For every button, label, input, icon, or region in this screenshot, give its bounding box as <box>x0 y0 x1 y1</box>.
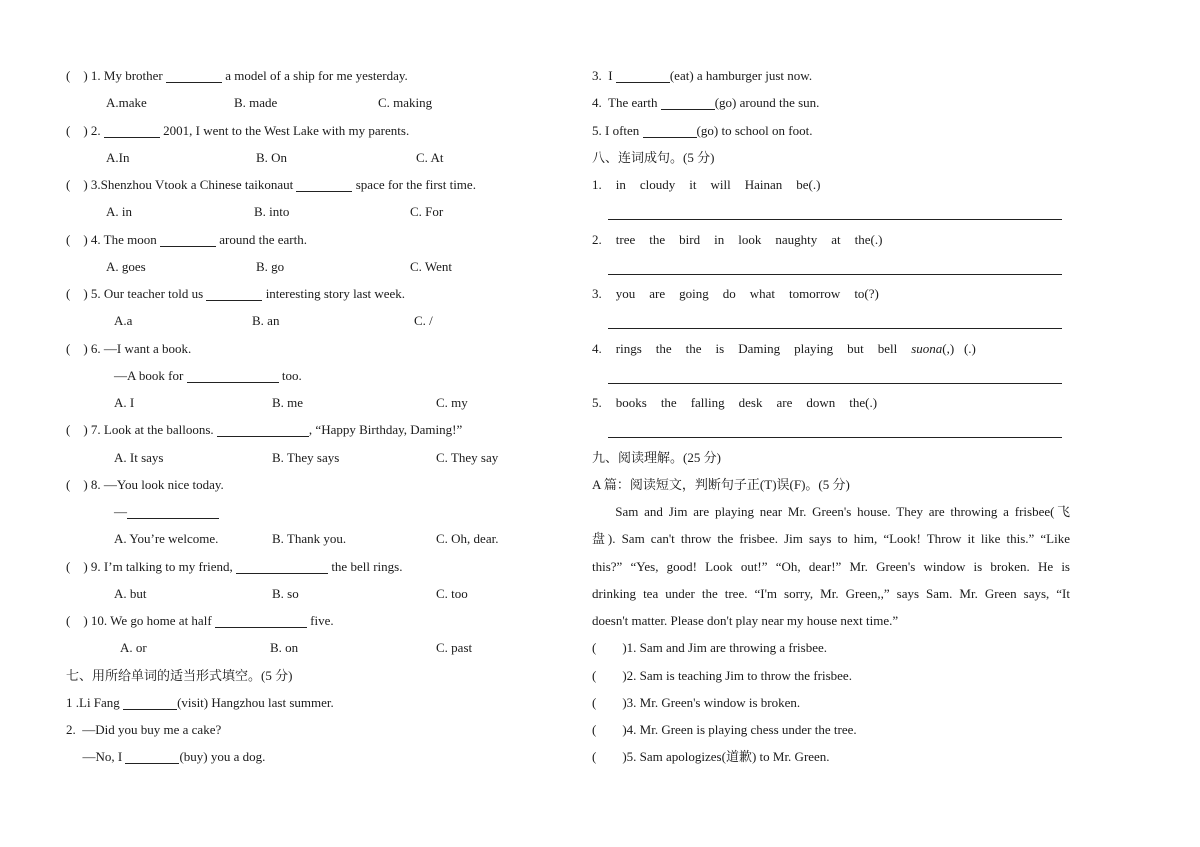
answer-line[interactable] <box>592 416 1070 443</box>
option-a: A.a <box>114 313 133 329</box>
answer-blank[interactable] <box>104 123 160 138</box>
mc-options-5 <box>66 307 536 334</box>
option-b: B. go <box>256 258 285 274</box>
option-b: B. an <box>252 313 280 329</box>
mc-question-8: ( ) 8. —You look nice today. <box>66 476 224 492</box>
tf-statement-1[interactable]: ( )1. Sam and Jim are throwing a frisbee. <box>592 640 828 656</box>
option-b: B. me <box>272 395 304 410</box>
left-column <box>66 62 536 771</box>
mc-question-1: ( ) 1. My brother a model of a ship for me yesterday. <box>66 68 408 83</box>
mc-question-7: ( ) 7. Look at the balloons. , “Happy Birthday, Daming!” <box>66 422 463 438</box>
mc-options-6 <box>66 389 536 416</box>
tf-statement-2[interactable]: ( )2. Sam is teaching Jim to throw the frisbee. <box>592 667 852 683</box>
option-a: A. in <box>106 204 132 220</box>
mc-question-6: ( ) 6. —I want a book. <box>66 340 192 356</box>
section-heading-9: 九、阅读理解。(25 分) <box>592 449 721 465</box>
mc-question-6-reply: —A book for too. <box>114 367 302 383</box>
option-c: C. my <box>436 395 468 410</box>
answer-blank[interactable] <box>215 613 307 628</box>
fill-item-5: 5. I often (go) to school on foot. <box>592 122 813 138</box>
option-a: A.In <box>106 149 130 165</box>
option-b: B. into <box>254 204 290 220</box>
tf-statement-4[interactable]: ( )4. Mr. Green is playing chess under the tree. <box>592 722 857 737</box>
answer-line[interactable] <box>592 307 1070 334</box>
option-a: A. goes <box>106 258 146 274</box>
sub-heading-a: A 篇：阅读短文，判断句子正(T)误(F)。(5 分) <box>592 476 850 492</box>
option-b: B. made <box>234 95 278 111</box>
passage-line: 盘). Sam can't throw the frisbee. Jim says to him, “Look! Throw it like this.” “Like <box>592 531 1070 547</box>
option-a: A. but <box>114 585 147 601</box>
answer-blank[interactable] <box>187 368 279 383</box>
passage-line: this?” “Yes, good! Look out!” “Oh, dear!” Mr. Green's window is broken. He is <box>592 558 1070 574</box>
passage-line: doesn't matter. Please don't play near my house next time.” <box>592 613 899 628</box>
answer-blank[interactable] <box>160 232 216 247</box>
option-c: C. They say <box>436 449 499 465</box>
mc-options-2 <box>66 144 536 171</box>
answer-blank[interactable] <box>661 95 715 110</box>
option-c: C. For <box>410 204 444 220</box>
mc-question-5: ( ) 5. Our teacher told us interesting story last week. <box>66 286 406 301</box>
reorder-item-4: 4. rings the the is Daming playing but bell suona(,) (.) <box>592 340 976 356</box>
mc-options-4 <box>66 253 536 280</box>
option-a: A. It says <box>114 449 164 465</box>
mc-options-1 <box>66 89 536 116</box>
answer-blank[interactable] <box>206 286 262 301</box>
fill-item-2: 2. —Did you buy me a cake? <box>66 722 222 737</box>
answer-blank[interactable] <box>125 749 179 764</box>
reorder-item-2: 2. tree the bird in look naughty at the(.) <box>592 231 883 247</box>
option-c: C. Oh, dear. <box>436 531 499 547</box>
option-c: C. At <box>416 149 444 165</box>
answer-blank[interactable] <box>166 68 222 83</box>
option-b: B. On <box>256 149 288 165</box>
mc-options-3 <box>66 198 536 225</box>
option-c: C. / <box>414 313 433 329</box>
answer-line[interactable] <box>592 362 1070 389</box>
mc-question-9: ( ) 9. I’m talking to my friend, the bell rings. <box>66 558 403 574</box>
passage-line: drinking tea under the tree. “I'm sorry, Mr. Green,,” says Sam. Mr. Green says, “It <box>592 585 1070 601</box>
option-c: C. past <box>436 640 473 656</box>
right-column <box>592 62 1070 771</box>
option-a: A. You’re welcome. <box>114 531 219 547</box>
tf-statement-5[interactable]: ( )5. Sam apologizes(道歉) to Mr. Green. <box>592 749 830 765</box>
answer-blank[interactable] <box>616 68 670 83</box>
reorder-item-1: 1. in cloudy it will Hainan be(.) <box>592 177 821 192</box>
section-heading-7: 七、用所给单词的适当形式填空。(5 分) <box>66 667 293 683</box>
answer-blank[interactable] <box>127 504 219 519</box>
answer-blank[interactable] <box>123 695 177 710</box>
answer-blank[interactable] <box>296 177 352 192</box>
option-c: C. Went <box>410 258 453 274</box>
mc-options-10 <box>66 634 536 661</box>
tf-statement-3[interactable]: ( )3. Mr. Green's window is broken. <box>592 694 801 710</box>
mc-question-2: ( ) 2. 2001, I went to the West Lake with my parents. <box>66 122 410 138</box>
answer-line[interactable] <box>592 198 1070 225</box>
section-heading-8: 八、连词成句。(5 分) <box>592 149 715 165</box>
mc-question-10: ( ) 10. We go home at half five. <box>66 613 334 628</box>
option-c: C. making <box>378 95 433 111</box>
answer-blank[interactable] <box>643 123 697 138</box>
option-b: B. so <box>272 585 299 601</box>
option-b: B. on <box>270 640 299 656</box>
option-a: A. or <box>120 640 147 656</box>
option-b: B. Thank you. <box>272 531 347 547</box>
option-a: A. I <box>114 395 135 410</box>
answer-blank[interactable] <box>236 559 328 574</box>
mc-options-9 <box>66 580 536 607</box>
fill-item-2-reply: —No, I (buy) you a dog. <box>76 749 266 765</box>
fill-item-3: 3. I (eat) a hamburger just now. <box>592 68 813 83</box>
reorder-item-5: 5. books the falling desk are down the(.) <box>592 395 878 410</box>
option-c: C. too <box>436 585 468 601</box>
option-a: A.make <box>106 95 147 111</box>
answer-line[interactable] <box>592 253 1070 280</box>
option-b: B. They says <box>272 449 340 465</box>
answer-blank[interactable] <box>217 422 309 437</box>
fill-item-1: 1 .Li Fang (visit) Hangzhou last summer. <box>66 694 334 710</box>
mc-question-3: ( ) 3.Shenzhou Vtook a Chinese taikonaut space for the first time. <box>66 177 476 192</box>
mc-options-7 <box>66 444 536 471</box>
mc-question-8-reply: — <box>66 498 536 525</box>
reorder-item-3: 3. you are going do what tomorrow to(?) <box>592 286 879 301</box>
passage-line: Sam and Jim are playing near Mr. Green's house. They are throwing a frisbee(飞 <box>592 504 1070 519</box>
fill-item-4: 4. The earth (go) around the sun. <box>592 95 820 111</box>
mc-question-4: ( ) 4. The moon around the earth. <box>66 231 307 247</box>
mc-options-8 <box>66 525 536 552</box>
